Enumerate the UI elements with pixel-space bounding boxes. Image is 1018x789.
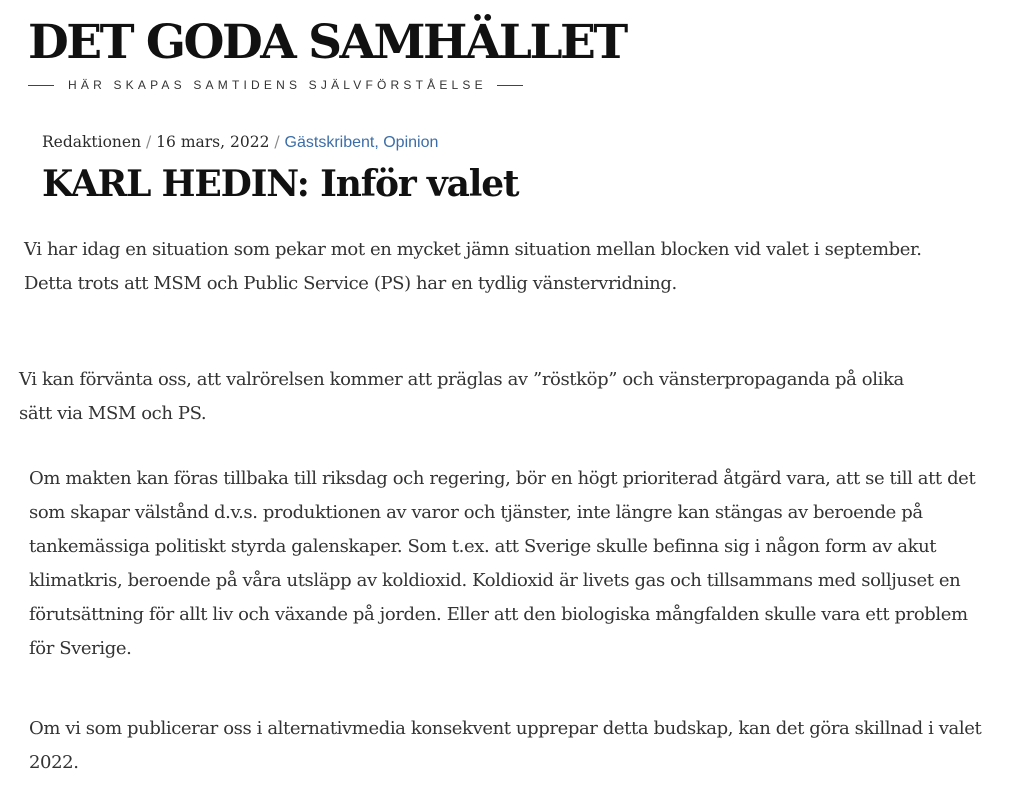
post-author[interactable]: Redaktionen [42, 133, 142, 151]
category-link-gastskribent[interactable]: Gästskribent [284, 134, 375, 151]
category-comma: , [374, 134, 384, 151]
meta-separator: / [274, 133, 285, 151]
site-title[interactable]: DET GODA SAMHÄLLET [28, 15, 626, 70]
post-meta [42, 133, 438, 152]
post-paragraph-3: Om makten kan föras tillbaka till riksdag och regering, bör en högt prioriterad åtgärd vara, att se till att det som skapar välstånd d.v.s. produktionen av varor och tjänster, inte längre kan stängas av beroende på tankemässiga politiskt styrda galenskaper. Som t.ex. att Sverige skulle befinna sig i någon form av akut klimatkris, beroende på våra utsläpp av koldioxid. Koldioxid är livets gas och tillsammans med solljuset en förutsättning för allt liv och växande på jorden. Eller att den biologiska mångfalden skulle vara ett problem för Sverige. [29, 468, 976, 659]
site-tagline: HÄR SKAPAS SAMTIDENS SJÄLVFÖRSTÅELSE [68, 78, 487, 92]
site-masthead [28, 14, 626, 92]
meta-separator: / [146, 133, 152, 151]
category-link-opinion[interactable]: Opinion [383, 134, 439, 151]
tagline-rule-left [28, 85, 54, 86]
post-paragraph-4: Om vi som publicerar oss i alternativmedia konsekvent upprepar detta budskap, kan det göra skillnad i valet 2022. [29, 718, 982, 773]
post-paragraph-1: Vi har idag en situation som pekar mot en mycket jämn situation mellan blocken vid valet i september. Detta trots att MSM och Public Service (PS) har en tydlig vänstervridning. [24, 239, 922, 294]
tagline-rule-right [497, 85, 523, 86]
tagline-row [28, 78, 626, 92]
post-date[interactable]: 16 mars, 2022 [156, 133, 270, 151]
post-paragraph-2: Vi kan förvänta oss, att valrörelsen kommer att präglas av ”röstköp” och vänsterpropaganda på olika sätt via MSM och PS. [19, 369, 904, 424]
post-title: KARL HEDIN: Inför valet [42, 163, 519, 205]
